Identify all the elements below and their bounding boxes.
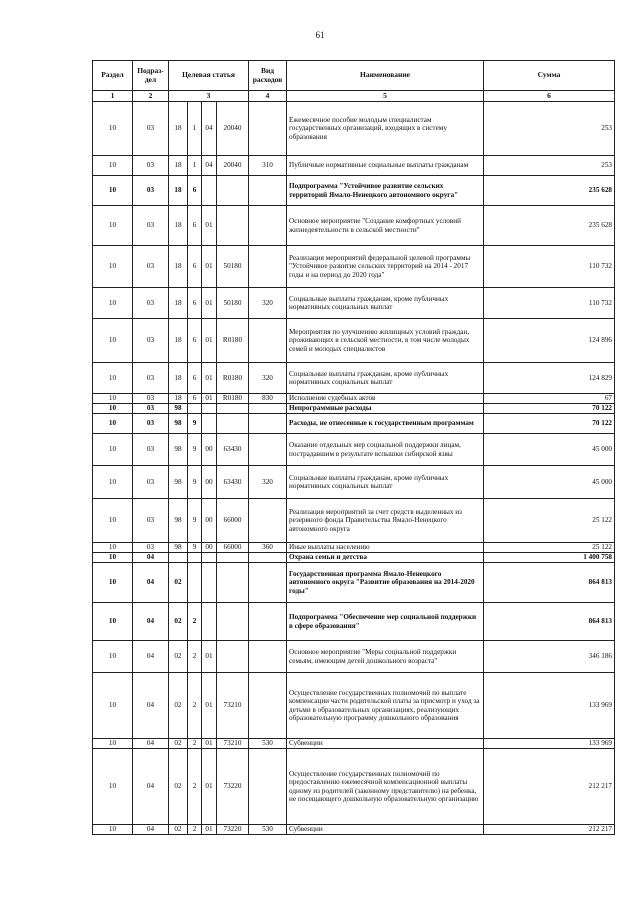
page-number: 61 bbox=[315, 30, 325, 40]
cell-event-code bbox=[202, 553, 217, 563]
table-row bbox=[93, 749, 615, 825]
cell-event-code: 04 bbox=[202, 156, 217, 176]
cell-sum: 1 400 758 bbox=[484, 553, 615, 563]
cell-name: Подпрограмма "Устойчивое развитие сельских территорий Ямало-Ненецкого автономного округа" bbox=[287, 176, 484, 206]
cell-sum: 235 628 bbox=[484, 206, 615, 246]
cell-subprogram-code: 2 bbox=[188, 603, 202, 641]
cell-subprogram-code: 1 bbox=[188, 156, 202, 176]
cell-expense-type: 530 bbox=[249, 825, 287, 835]
cell-expense-type: 320 bbox=[249, 466, 287, 499]
table-row bbox=[93, 394, 615, 404]
cell-podrazdel: 04 bbox=[133, 641, 169, 673]
cell-event-code: 01 bbox=[202, 206, 217, 246]
cell-podrazdel: 04 bbox=[133, 825, 169, 835]
table-row bbox=[93, 404, 615, 414]
cell-name: Ежемесячное пособие молодым специалистам государственных организаций, входящих в систему образования bbox=[287, 102, 484, 156]
cell-program-code: 02 bbox=[169, 563, 188, 603]
cell-event-code: 01 bbox=[202, 641, 217, 673]
cell-expense-type: 310 bbox=[249, 156, 287, 176]
cell-subprogram-code: 6 bbox=[188, 176, 202, 206]
table-row bbox=[93, 673, 615, 739]
cell-direction-code bbox=[217, 641, 249, 673]
table-row bbox=[93, 466, 615, 499]
cell-subprogram-code: 2 bbox=[188, 641, 202, 673]
cell-direction-code: R0180 bbox=[217, 363, 249, 394]
cell-razdel: 10 bbox=[93, 553, 133, 563]
cell-expense-type bbox=[249, 206, 287, 246]
cell-sum: 70 122 bbox=[484, 404, 615, 414]
cell-expense-type bbox=[249, 499, 287, 543]
cell-event-code: 01 bbox=[202, 363, 217, 394]
cell-expense-type: 320 bbox=[249, 363, 287, 394]
cell-event-code: 00 bbox=[202, 543, 217, 553]
table-row bbox=[93, 563, 615, 603]
cell-name: Субвенции bbox=[287, 739, 484, 749]
cell-direction-code bbox=[217, 404, 249, 414]
table-row bbox=[93, 246, 615, 288]
cell-event-code: 01 bbox=[202, 319, 217, 363]
header-podrazdel: Подраз-дел bbox=[133, 61, 169, 91]
table-row bbox=[93, 319, 615, 363]
cell-name: Мероприятия по улучшению жилищных условий граждан, проживающих в сельской местности, в том числе молодых семей и молодых специалистов bbox=[287, 319, 484, 363]
header-row bbox=[93, 61, 615, 91]
cell-sum: 864 813 bbox=[484, 603, 615, 641]
cell-direction-code bbox=[217, 176, 249, 206]
cell-name: Социальные выплаты гражданам, кроме публичных нормативных социальных выплат bbox=[287, 466, 484, 499]
cell-program-code: 18 bbox=[169, 246, 188, 288]
cell-program-code: 18 bbox=[169, 206, 188, 246]
cell-direction-code: R0180 bbox=[217, 319, 249, 363]
cell-program-code: 18 bbox=[169, 156, 188, 176]
table-row bbox=[93, 499, 615, 543]
cell-direction-code: 50180 bbox=[217, 246, 249, 288]
cell-direction-code bbox=[217, 206, 249, 246]
cell-sum: 67 bbox=[484, 394, 615, 404]
cell-expense-type bbox=[249, 176, 287, 206]
cell-expense-type bbox=[249, 102, 287, 156]
cell-direction-code: R0180 bbox=[217, 394, 249, 404]
cell-program-code: 02 bbox=[169, 749, 188, 825]
cell-direction-code: 73220 bbox=[217, 825, 249, 835]
cell-razdel: 10 bbox=[93, 246, 133, 288]
cell-direction-code: 63430 bbox=[217, 434, 249, 466]
cell-name: Расходы, не отнесенные к государственным программам bbox=[287, 414, 484, 434]
cell-program-code: 98 bbox=[169, 499, 188, 543]
cell-expense-type bbox=[249, 553, 287, 563]
cell-program-code: 02 bbox=[169, 739, 188, 749]
cell-subprogram-code: 9 bbox=[188, 499, 202, 543]
table-row bbox=[93, 156, 615, 176]
cell-razdel: 10 bbox=[93, 404, 133, 414]
cell-sum: 133 969 bbox=[484, 673, 615, 739]
cell-event-code: 00 bbox=[202, 499, 217, 543]
cell-program-code: 98 bbox=[169, 543, 188, 553]
cell-event-code: 00 bbox=[202, 466, 217, 499]
cell-event-code bbox=[202, 563, 217, 603]
cell-expense-type: 830 bbox=[249, 394, 287, 404]
cell-expense-type bbox=[249, 434, 287, 466]
cell-razdel: 10 bbox=[93, 563, 133, 603]
cell-name: Подпрограмма "Обеспечение мер социальной поддержки в сфере образования" bbox=[287, 603, 484, 641]
cell-expense-type bbox=[249, 603, 287, 641]
cell-name: Осуществление государственных полномочий по предоставлению ежемесячной компенсационной выплаты одному из родителей (законному представителю) на ребенка, не посещающего дошкольную образовательную организацию bbox=[287, 749, 484, 825]
cell-program-code: 18 bbox=[169, 363, 188, 394]
header-num: 6 bbox=[484, 91, 615, 102]
cell-razdel: 10 bbox=[93, 156, 133, 176]
cell-event-code: 01 bbox=[202, 739, 217, 749]
cell-program-code: 02 bbox=[169, 603, 188, 641]
cell-subprogram-code bbox=[188, 553, 202, 563]
header-num: 1 bbox=[93, 91, 133, 102]
cell-expense-type: 530 bbox=[249, 739, 287, 749]
cell-subprogram-code: 2 bbox=[188, 825, 202, 835]
cell-podrazdel: 04 bbox=[133, 749, 169, 825]
cell-event-code: 01 bbox=[202, 673, 217, 739]
cell-program-code bbox=[169, 553, 188, 563]
cell-subprogram-code: 9 bbox=[188, 543, 202, 553]
cell-sum: 253 bbox=[484, 102, 615, 156]
cell-name: Непрограммные расходы bbox=[287, 404, 484, 414]
cell-sum: 235 628 bbox=[484, 176, 615, 206]
cell-podrazdel: 04 bbox=[133, 673, 169, 739]
cell-expense-type: 360 bbox=[249, 543, 287, 553]
cell-razdel: 10 bbox=[93, 102, 133, 156]
cell-event-code: 04 bbox=[202, 102, 217, 156]
cell-podrazdel: 03 bbox=[133, 176, 169, 206]
cell-subprogram-code: 9 bbox=[188, 434, 202, 466]
cell-expense-type bbox=[249, 319, 287, 363]
header-num: 5 bbox=[287, 91, 484, 102]
cell-razdel: 10 bbox=[93, 641, 133, 673]
header-vid-rashodov: Вид расходов bbox=[249, 61, 287, 91]
cell-name: Иные выплаты населению bbox=[287, 543, 484, 553]
cell-razdel: 10 bbox=[93, 739, 133, 749]
table-row bbox=[93, 543, 615, 553]
header-razdel: Раздел bbox=[93, 61, 133, 91]
cell-program-code: 98 bbox=[169, 414, 188, 434]
cell-sum: 110 732 bbox=[484, 246, 615, 288]
cell-sum: 110 732 bbox=[484, 288, 615, 319]
table-row bbox=[93, 288, 615, 319]
cell-subprogram-code: 9 bbox=[188, 466, 202, 499]
cell-podrazdel: 03 bbox=[133, 102, 169, 156]
cell-event-code: 01 bbox=[202, 749, 217, 825]
cell-program-code: 98 bbox=[169, 466, 188, 499]
cell-razdel: 10 bbox=[93, 176, 133, 206]
cell-program-code: 02 bbox=[169, 641, 188, 673]
cell-podrazdel: 03 bbox=[133, 543, 169, 553]
table-row bbox=[93, 553, 615, 563]
cell-subprogram-code: 2 bbox=[188, 749, 202, 825]
cell-event-code bbox=[202, 404, 217, 414]
cell-subprogram-code bbox=[188, 563, 202, 603]
table-row bbox=[93, 603, 615, 641]
cell-program-code: 02 bbox=[169, 825, 188, 835]
cell-direction-code bbox=[217, 563, 249, 603]
table-row bbox=[93, 739, 615, 749]
cell-razdel: 10 bbox=[93, 603, 133, 641]
cell-razdel: 10 bbox=[93, 363, 133, 394]
cell-razdel: 10 bbox=[93, 673, 133, 739]
cell-razdel: 10 bbox=[93, 414, 133, 434]
cell-direction-code: 73210 bbox=[217, 673, 249, 739]
cell-sum: 346 186 bbox=[484, 641, 615, 673]
cell-name: Оказание отдельных мер социальной поддержки лицам, пострадавшим в результате вспышки сибирской язвы bbox=[287, 434, 484, 466]
cell-program-code: 98 bbox=[169, 404, 188, 414]
cell-direction-code: 50180 bbox=[217, 288, 249, 319]
cell-name: Публичные нормативные социальные выплаты гражданам bbox=[287, 156, 484, 176]
cell-direction-code: 66000 bbox=[217, 543, 249, 553]
cell-podrazdel: 04 bbox=[133, 739, 169, 749]
cell-podrazdel: 04 bbox=[133, 553, 169, 563]
cell-razdel: 10 bbox=[93, 288, 133, 319]
cell-expense-type: 320 bbox=[249, 288, 287, 319]
cell-event-code: 01 bbox=[202, 394, 217, 404]
cell-sum: 212 217 bbox=[484, 749, 615, 825]
cell-event-code bbox=[202, 603, 217, 641]
table-body bbox=[93, 102, 615, 835]
cell-podrazdel: 03 bbox=[133, 466, 169, 499]
cell-sum: 133 969 bbox=[484, 739, 615, 749]
cell-razdel: 10 bbox=[93, 499, 133, 543]
header-summa: Сумма bbox=[484, 61, 615, 91]
cell-sum: 45 000 bbox=[484, 466, 615, 499]
cell-podrazdel: 03 bbox=[133, 206, 169, 246]
cell-razdel: 10 bbox=[93, 394, 133, 404]
cell-podrazdel: 03 bbox=[133, 404, 169, 414]
table-row bbox=[93, 102, 615, 156]
table-row bbox=[93, 434, 615, 466]
cell-name: Осуществление государственных полномочий по выплате компенсации части родительской платы за присмотр и уход за детьми в образовательных организациях, реализующих образовательную программу дошкольного образования bbox=[287, 673, 484, 739]
cell-subprogram-code bbox=[188, 404, 202, 414]
table-row bbox=[93, 363, 615, 394]
cell-sum: 864 813 bbox=[484, 563, 615, 603]
cell-program-code: 02 bbox=[169, 673, 188, 739]
table-row bbox=[93, 206, 615, 246]
cell-expense-type bbox=[249, 404, 287, 414]
cell-program-code: 18 bbox=[169, 176, 188, 206]
cell-podrazdel: 03 bbox=[133, 246, 169, 288]
cell-program-code: 18 bbox=[169, 288, 188, 319]
cell-name: Социальные выплаты гражданам, кроме публичных нормативных социальных выплат bbox=[287, 288, 484, 319]
header-naimenovanie: Наименование bbox=[287, 61, 484, 91]
cell-sum: 124 829 bbox=[484, 363, 615, 394]
table-row bbox=[93, 176, 615, 206]
table-row bbox=[93, 825, 615, 835]
budget-table bbox=[92, 60, 615, 835]
cell-podrazdel: 03 bbox=[133, 394, 169, 404]
cell-program-code: 18 bbox=[169, 394, 188, 404]
cell-podrazdel: 03 bbox=[133, 288, 169, 319]
header-celevaya-statya: Целевая статья bbox=[169, 61, 249, 91]
cell-podrazdel: 03 bbox=[133, 414, 169, 434]
cell-name: Исполнение судебных актов bbox=[287, 394, 484, 404]
cell-subprogram-code: 2 bbox=[188, 673, 202, 739]
cell-razdel: 10 bbox=[93, 319, 133, 363]
cell-expense-type bbox=[249, 246, 287, 288]
cell-direction-code: 20040 bbox=[217, 102, 249, 156]
cell-sum: 25 122 bbox=[484, 499, 615, 543]
cell-direction-code bbox=[217, 553, 249, 563]
cell-subprogram-code: 6 bbox=[188, 288, 202, 319]
cell-direction-code: 20040 bbox=[217, 156, 249, 176]
cell-razdel: 10 bbox=[93, 543, 133, 553]
cell-sum: 124 896 bbox=[484, 319, 615, 363]
cell-podrazdel: 03 bbox=[133, 434, 169, 466]
cell-razdel: 10 bbox=[93, 749, 133, 825]
header-num: 3 bbox=[169, 91, 249, 102]
header-num: 4 bbox=[249, 91, 287, 102]
cell-name: Основное мероприятие "Меры социальной поддержки семьям, имеющим детей дошкольного возраста" bbox=[287, 641, 484, 673]
table-row bbox=[93, 641, 615, 673]
cell-direction-code: 73210 bbox=[217, 739, 249, 749]
cell-event-code: 00 bbox=[202, 434, 217, 466]
cell-direction-code: 73220 bbox=[217, 749, 249, 825]
cell-sum: 253 bbox=[484, 156, 615, 176]
cell-razdel: 10 bbox=[93, 466, 133, 499]
cell-name: Социальные выплаты гражданам, кроме публичных нормативных социальных выплат bbox=[287, 363, 484, 394]
header-number-row bbox=[93, 91, 615, 102]
cell-name: Основное мероприятие "Создание комфортных условий жизнедеятельности в сельской местности" bbox=[287, 206, 484, 246]
cell-podrazdel: 03 bbox=[133, 156, 169, 176]
cell-event-code: 01 bbox=[202, 825, 217, 835]
cell-program-code: 18 bbox=[169, 102, 188, 156]
cell-razdel: 10 bbox=[93, 434, 133, 466]
cell-podrazdel: 03 bbox=[133, 499, 169, 543]
cell-sum: 212 217 bbox=[484, 825, 615, 835]
cell-name: Государственная программа Ямало-Ненецкого автономного округа "Развитие образования на 2014-2020 годы" bbox=[287, 563, 484, 603]
cell-subprogram-code: 6 bbox=[188, 394, 202, 404]
cell-subprogram-code: 9 bbox=[188, 414, 202, 434]
cell-expense-type bbox=[249, 641, 287, 673]
cell-razdel: 10 bbox=[93, 206, 133, 246]
cell-name: Субвенции bbox=[287, 825, 484, 835]
cell-subprogram-code: 1 bbox=[188, 102, 202, 156]
header-num: 2 bbox=[133, 91, 169, 102]
cell-sum: 25 122 bbox=[484, 543, 615, 553]
cell-expense-type bbox=[249, 563, 287, 603]
cell-sum: 70 122 bbox=[484, 414, 615, 434]
cell-program-code: 18 bbox=[169, 319, 188, 363]
cell-direction-code: 66000 bbox=[217, 499, 249, 543]
cell-subprogram-code: 6 bbox=[188, 246, 202, 288]
cell-podrazdel: 03 bbox=[133, 363, 169, 394]
cell-direction-code bbox=[217, 603, 249, 641]
cell-direction-code bbox=[217, 414, 249, 434]
cell-event-code bbox=[202, 414, 217, 434]
cell-podrazdel: 04 bbox=[133, 563, 169, 603]
cell-name: Охрана семьи и детства bbox=[287, 553, 484, 563]
cell-event-code: 01 bbox=[202, 288, 217, 319]
cell-subprogram-code: 6 bbox=[188, 363, 202, 394]
cell-name: Реализация мероприятий федеральной целевой программы "Устойчивое развитие сельских территорий на 2014 - 2017 годы и на период до 2020 года" bbox=[287, 246, 484, 288]
cell-podrazdel: 03 bbox=[133, 319, 169, 363]
table-row bbox=[93, 414, 615, 434]
cell-direction-code: 63430 bbox=[217, 466, 249, 499]
cell-subprogram-code: 6 bbox=[188, 206, 202, 246]
cell-expense-type bbox=[249, 749, 287, 825]
cell-event-code bbox=[202, 176, 217, 206]
cell-subprogram-code: 6 bbox=[188, 319, 202, 363]
cell-program-code: 98 bbox=[169, 434, 188, 466]
cell-sum: 45 000 bbox=[484, 434, 615, 466]
cell-podrazdel: 04 bbox=[133, 603, 169, 641]
cell-expense-type bbox=[249, 673, 287, 739]
cell-razdel: 10 bbox=[93, 825, 133, 835]
cell-subprogram-code: 2 bbox=[188, 739, 202, 749]
cell-expense-type bbox=[249, 414, 287, 434]
cell-name: Реализация мероприятий за счет средств выделенных из резервного фонда Правительства Ямало-Ненецкого автономного округа bbox=[287, 499, 484, 543]
cell-event-code: 01 bbox=[202, 246, 217, 288]
